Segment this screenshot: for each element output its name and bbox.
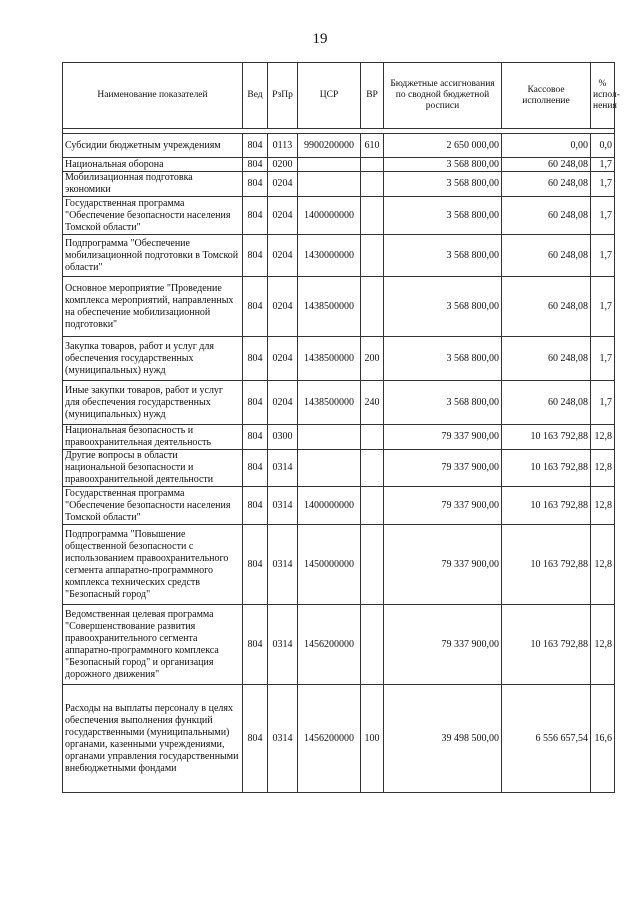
cell-pct: 1,7 bbox=[591, 337, 615, 381]
cell-ved: 804 bbox=[243, 134, 268, 158]
cell-pct: 1,7 bbox=[591, 381, 615, 425]
cell-pct: 1,7 bbox=[591, 235, 615, 277]
table-row bbox=[63, 605, 615, 685]
cell-ved: 804 bbox=[243, 381, 268, 425]
cell-ved: 804 bbox=[243, 450, 268, 487]
cell-ved: 804 bbox=[243, 197, 268, 235]
cell-name: Государственная программа "Обеспечение безопасности населения Томской области" bbox=[63, 487, 243, 525]
cell-rzpr: 0200 bbox=[268, 158, 298, 172]
cell-vr: 100 bbox=[361, 685, 384, 793]
cell-rzpr: 0314 bbox=[268, 685, 298, 793]
cell-name: Иные закупки товаров, работ и услуг для обеспечения государственных (муниципальных) нужд bbox=[63, 381, 243, 425]
cell-ved: 804 bbox=[243, 235, 268, 277]
cell-rzpr: 0204 bbox=[268, 197, 298, 235]
cell-cash: 10 163 792,88 bbox=[502, 605, 591, 685]
cell-pct: 12,8 bbox=[591, 487, 615, 525]
cell-budget: 3 568 800,00 bbox=[384, 381, 502, 425]
header-budget: Бюджетные ассигнования по сводной бюджетной росписи bbox=[384, 63, 502, 129]
cell-rzpr: 0314 bbox=[268, 525, 298, 605]
cell-rzpr: 0314 bbox=[268, 605, 298, 685]
cell-pct: 1,7 bbox=[591, 158, 615, 172]
cell-name: Закупка товаров, работ и услуг для обеспечения государственных (муниципальных) нужд bbox=[63, 337, 243, 381]
cell-rzpr: 0204 bbox=[268, 235, 298, 277]
cell-rzpr: 0113 bbox=[268, 134, 298, 158]
cell-name: Другие вопросы в области национальной безопасности и правоохранительной деятельности bbox=[63, 450, 243, 487]
cell-vr bbox=[361, 605, 384, 685]
cell-pct: 12,8 bbox=[591, 425, 615, 450]
table-row bbox=[63, 685, 615, 793]
cell-pct: 12,8 bbox=[591, 605, 615, 685]
table-row bbox=[63, 158, 615, 172]
cell-ved: 804 bbox=[243, 425, 268, 450]
cell-csr: 1430000000 bbox=[298, 235, 361, 277]
header-name: Наименование показателей bbox=[63, 63, 243, 129]
table-row bbox=[63, 235, 615, 277]
cell-budget: 3 568 800,00 bbox=[384, 197, 502, 235]
cell-name: Мобилизационная подготовка экономики bbox=[63, 172, 243, 197]
cell-name: Субсидии бюджетным учреждениям bbox=[63, 134, 243, 158]
cell-ved: 804 bbox=[243, 605, 268, 685]
cell-pct: 1,7 bbox=[591, 277, 615, 337]
table-body bbox=[63, 129, 615, 793]
cell-name: Основное мероприятие "Проведение комплекса мероприятий, направленных на обеспечение мобилизационной подготовки" bbox=[63, 277, 243, 337]
cell-csr bbox=[298, 450, 361, 487]
cell-vr bbox=[361, 197, 384, 235]
cell-cash: 60 248,08 bbox=[502, 158, 591, 172]
cell-budget: 2 650 000,00 bbox=[384, 134, 502, 158]
budget-execution-table bbox=[62, 62, 620, 793]
header-ved: Вед bbox=[243, 63, 268, 129]
cell-ved: 804 bbox=[243, 158, 268, 172]
cell-ved: 804 bbox=[243, 172, 268, 197]
cell-csr: 1438500000 bbox=[298, 381, 361, 425]
cell-cash: 6 556 657,54 bbox=[502, 685, 591, 793]
cell-cash: 60 248,08 bbox=[502, 381, 591, 425]
table-row bbox=[63, 337, 615, 381]
cell-ved: 804 bbox=[243, 277, 268, 337]
cell-name: Ведомственная целевая программа "Совершенствование развития правоохранительного сегмента аппаратно-программного комплекса "Безопасный город" и организация дорожного движения" bbox=[63, 605, 243, 685]
cell-name: Государственная программа "Обеспечение безопасности населения Томской области" bbox=[63, 197, 243, 235]
table-row bbox=[63, 381, 615, 425]
cell-cash: 60 248,08 bbox=[502, 337, 591, 381]
cell-budget: 79 337 900,00 bbox=[384, 487, 502, 525]
cell-csr bbox=[298, 425, 361, 450]
header-rzpr: РзПр bbox=[268, 63, 298, 129]
cell-csr: 9900200000 bbox=[298, 134, 361, 158]
cell-vr: 240 bbox=[361, 381, 384, 425]
cell-budget: 3 568 800,00 bbox=[384, 235, 502, 277]
cell-vr bbox=[361, 172, 384, 197]
table-row bbox=[63, 525, 615, 605]
header-pct: % испол-нения bbox=[591, 63, 615, 129]
cell-budget: 3 568 800,00 bbox=[384, 337, 502, 381]
cell-budget: 79 337 900,00 bbox=[384, 525, 502, 605]
cell-name: Национальная безопасность и правоохранительная деятельность bbox=[63, 425, 243, 450]
cell-csr bbox=[298, 158, 361, 172]
cell-cash: 60 248,08 bbox=[502, 172, 591, 197]
cell-name: Подпрограмма "Обеспечение мобилизационной подготовки в Томской области" bbox=[63, 235, 243, 277]
page-number: 19 bbox=[312, 31, 328, 47]
cell-pct: 0,0 bbox=[591, 134, 615, 158]
cell-pct: 12,8 bbox=[591, 450, 615, 487]
cell-cash: 10 163 792,88 bbox=[502, 487, 591, 525]
cell-csr: 1456200000 bbox=[298, 685, 361, 793]
table-row bbox=[63, 450, 615, 487]
header-vr: ВР bbox=[361, 63, 384, 129]
cell-vr: 200 bbox=[361, 337, 384, 381]
cell-ved: 804 bbox=[243, 525, 268, 605]
cell-name: Подпрограмма "Повышение общественной безопасности с использованием правоохранительного сегмента аппаратно-программного комплекса технических средств "Безопасный город" bbox=[63, 525, 243, 605]
cell-cash: 10 163 792,88 bbox=[502, 525, 591, 605]
cell-cash: 60 248,08 bbox=[502, 277, 591, 337]
cell-budget: 39 498 500,00 bbox=[384, 685, 502, 793]
cell-csr: 1400000000 bbox=[298, 197, 361, 235]
cell-csr: 1456200000 bbox=[298, 605, 361, 685]
cell-cash: 10 163 792,88 bbox=[502, 425, 591, 450]
cell-ved: 804 bbox=[243, 685, 268, 793]
table-row bbox=[63, 134, 615, 158]
cell-csr: 1438500000 bbox=[298, 277, 361, 337]
cell-name: Национальная оборона bbox=[63, 158, 243, 172]
header-csr: ЦСР bbox=[298, 63, 361, 129]
cell-budget: 79 337 900,00 bbox=[384, 425, 502, 450]
cell-csr: 1450000000 bbox=[298, 525, 361, 605]
cell-csr: 1438500000 bbox=[298, 337, 361, 381]
cell-rzpr: 0204 bbox=[268, 277, 298, 337]
table-row bbox=[63, 277, 615, 337]
cell-pct: 1,7 bbox=[591, 172, 615, 197]
cell-cash: 60 248,08 bbox=[502, 235, 591, 277]
cell-ved: 804 bbox=[243, 337, 268, 381]
cell-vr bbox=[361, 425, 384, 450]
cell-cash: 0,00 bbox=[502, 134, 591, 158]
cell-rzpr: 0204 bbox=[268, 381, 298, 425]
cell-rzpr: 0314 bbox=[268, 450, 298, 487]
cell-vr bbox=[361, 450, 384, 487]
cell-rzpr: 0314 bbox=[268, 487, 298, 525]
cell-vr bbox=[361, 525, 384, 605]
cell-rzpr: 0204 bbox=[268, 337, 298, 381]
cell-vr: 610 bbox=[361, 134, 384, 158]
cell-csr: 1400000000 bbox=[298, 487, 361, 525]
cell-budget: 3 568 800,00 bbox=[384, 277, 502, 337]
table-row bbox=[63, 197, 615, 235]
cell-vr bbox=[361, 487, 384, 525]
cell-rzpr: 0300 bbox=[268, 425, 298, 450]
table-row bbox=[63, 425, 615, 450]
cell-pct: 1,7 bbox=[591, 197, 615, 235]
table-header-row bbox=[63, 63, 615, 129]
cell-cash: 60 248,08 bbox=[502, 197, 591, 235]
cell-budget: 79 337 900,00 bbox=[384, 605, 502, 685]
cell-budget: 79 337 900,00 bbox=[384, 450, 502, 487]
table-row bbox=[63, 487, 615, 525]
cell-rzpr: 0204 bbox=[268, 172, 298, 197]
cell-pct: 16,6 bbox=[591, 685, 615, 793]
cell-pct: 12,8 bbox=[591, 525, 615, 605]
cell-name: Расходы на выплаты персоналу в целях обеспечения выполнения функций государственными (муниципальными) органами, казенными учреждениями, органами управления государственными внебюджетными фондами bbox=[63, 685, 243, 793]
cell-ved: 804 bbox=[243, 487, 268, 525]
cell-csr bbox=[298, 172, 361, 197]
cell-vr bbox=[361, 235, 384, 277]
cell-vr bbox=[361, 277, 384, 337]
cell-cash: 10 163 792,88 bbox=[502, 450, 591, 487]
cell-budget: 3 568 800,00 bbox=[384, 172, 502, 197]
header-cash: Кассовое исполнение bbox=[502, 63, 591, 129]
cell-budget: 3 568 800,00 bbox=[384, 158, 502, 172]
table-row bbox=[63, 172, 615, 197]
cell-vr bbox=[361, 158, 384, 172]
